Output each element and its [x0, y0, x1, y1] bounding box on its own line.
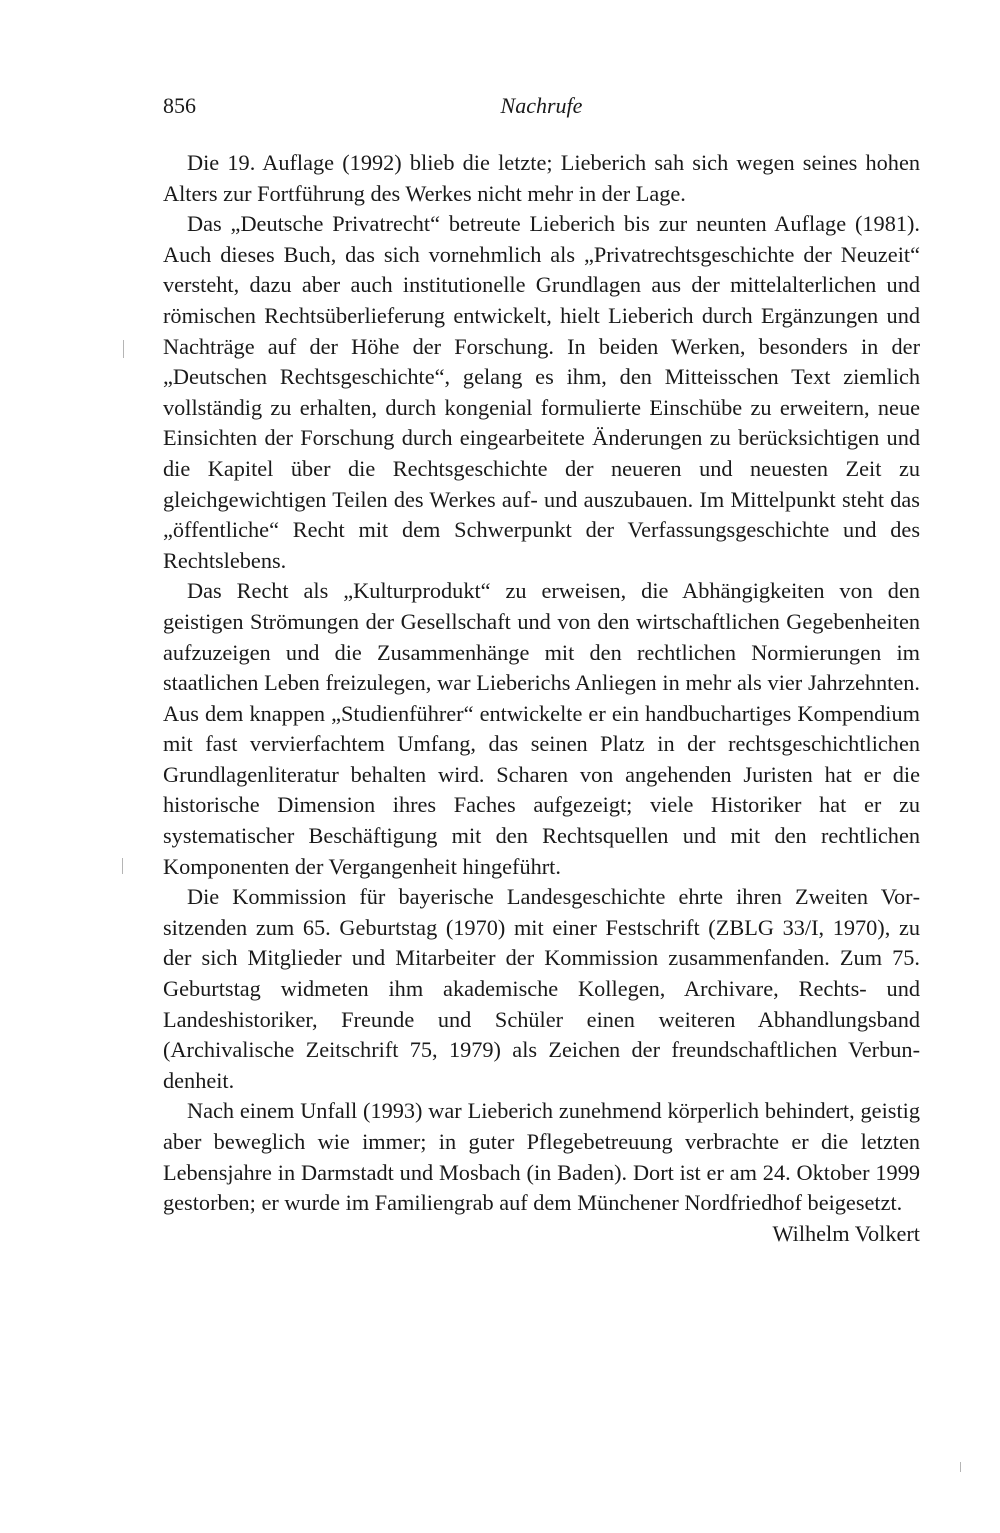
- scan-margin-mark: [960, 1462, 961, 1472]
- paragraph-3: Das Recht als „Kulturprodukt“ zu erweisen, die Abhängigkeiten von den geistigen Strömungen der Gesellschaft und von den wirtschaftlichen Gegebenheiten aufzuzeigen und die Zusammenhänge mit den rechtlichen Normierungen im staatlichen Leben freizulegen, war Lieberichs Anliegen in mehr als vier Jahrzehnten. Aus dem knappen „Studienführer“ entwickelte er ein handbuchartiges Kompendium mit fast vervierfachtem Umfang, das seinen Platz in der rechtsgeschichtlichen Grundlagenliteratur behalten wird. Scharen von angehenden Juristen hat er die historische Dimension ihres Faches aufgezeigt; viele Historiker hat er zu systematischer Beschäftigung mit den Rechtsquellen und mit den rechtlichen Komponenten der Vergangenheit hingeführt.: [163, 578, 920, 879]
- paragraph-5: Nach einem Unfall (1993) war Lieberich zunehmend körperlich behindert, geistig aber beweglich wie immer; in guter Pflegebetreuung verbrachte er die letzten Lebensjahre in Darmstadt und Mosbach (in Baden). Dort ist er am 24. Oktober 1999 gestorben; er wurde im Familiengrab auf dem Münchener Nordfriedhof beigesetzt.: [163, 1098, 920, 1216]
- scan-margin-mark: [123, 340, 124, 358]
- author-signature: Wilhelm Volkert: [772, 1220, 920, 1246]
- running-head: Nachrufe: [500, 93, 583, 118]
- paragraph-1: Die 19. Auflage (1992) blieb die letzte; Lieberich sah sich wegen seines hohen Alters zur Fortführung des Werkes nicht mehr in der Lage.: [163, 150, 920, 206]
- paragraph-4: Die Kommission für bayerische Landesgeschichte ehrte ihren Zweiten Vorsitzenden zum 65. Geburtstag (1970) mit einer Festschrift (ZBLG 33/I, 1970), zu der sich Mitglieder und Mitarbeiter der Kommission zusammenfanden. Zum 75. Geburtstag widmeten ihm akademische Kollegen, Archivare, Rechts- und Landeshistoriker, Freunde und Schüler einen weiteren Abhandlungsband (Archivalische Zeitschrift 75, 1979) als Zeichen der freundschaftlichen Verbundenheit.: [163, 884, 920, 1093]
- page-number: 856: [163, 93, 196, 118]
- page-header: [163, 88, 920, 124]
- scan-margin-mark: [122, 858, 123, 874]
- obituary-text: [163, 148, 920, 1249]
- paragraph-2: Das „Deutsche Privatrecht“ betreute Lieberich bis zur neunten Auflage (1981). Auch dieses Buch, das sich vornehmlich als „Privatrechtsgeschichte der Neuzeit“ versteht, dazu aber auch institutionelle Grundlagen aus der mittelalterlichen und römischen Rechtsüberlieferung entwickelt, hielt Lieberich durch Ergänzungen und Nachträge auf der Höhe der Forschung. In beiden Werken, besonders in der „Deutschen Rechtsgeschichte“, gelang es ihm, den Mitteisschen Text ziemlich vollständig zu erhalten, durch kongenial formulierte Einschübe zu erweitern, neue Einsichten der Forschung durch eingearbeitete Änderungen zu berücksichtigen und die Kapitel über die Rechtsgeschichte der neueren und neuesten Zeit zu gleichgewichtigen Teilen des Werkes auf- und auszubauen. Im Mittelpunkt steht das „öffentliche“ Recht mit dem Schwerpunkt der Verfassungsgeschichte und des Rechtslebens.: [163, 211, 920, 573]
